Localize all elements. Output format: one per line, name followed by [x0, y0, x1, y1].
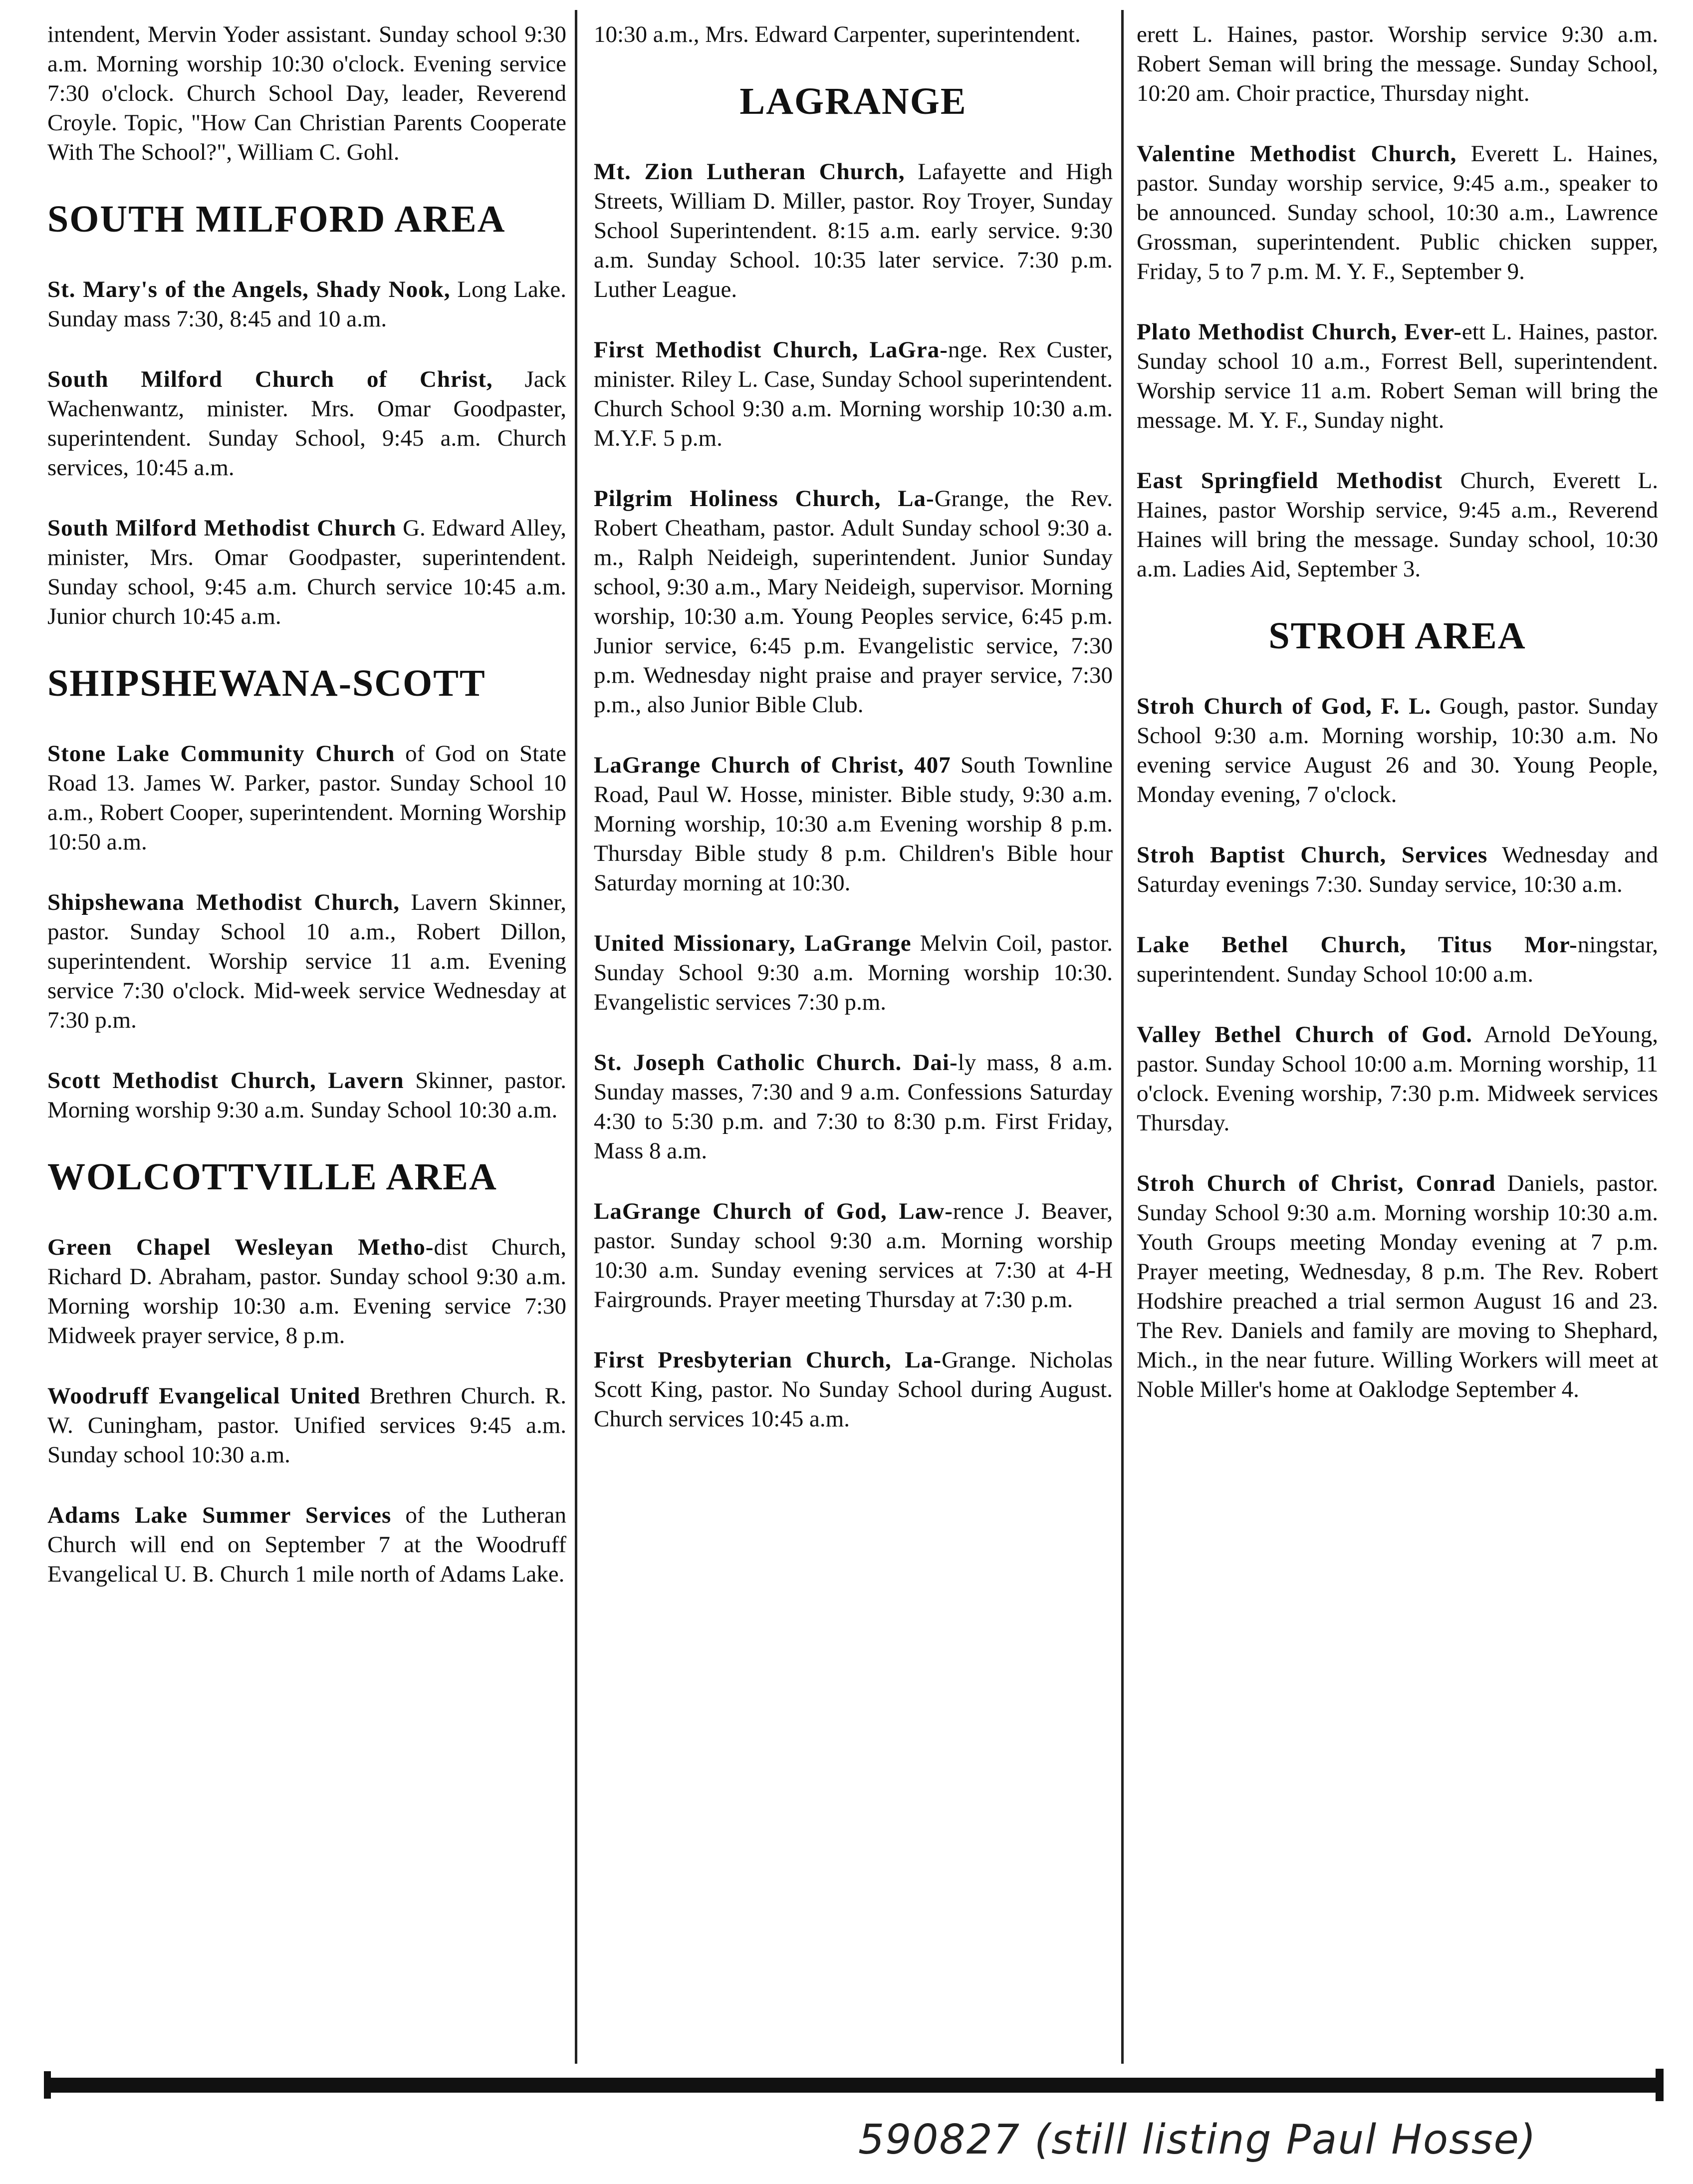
listing-lead: Plato Methodist Church, Ever- [1137, 319, 1462, 345]
listing-lead: Stroh Church of God, F. L. [1137, 693, 1432, 719]
listing-paragraph [594, 157, 1113, 304]
listing-lead: Pilgrim Holiness Church, La- [594, 486, 935, 512]
listing-lead: South Milford Church of Christ, [47, 366, 493, 392]
listing-text: Lavern Skinner, pastor. Sunday School 10 a.m., Robert Dillon, superintendent. Worship service 11 a.m. Evening service 7:30 o'clock. Mid-week service Wednesday at 7:30 p.m. [47, 889, 566, 1033]
listing-text: ningstar, superintendent. Sunday School 10:00 a.m. [1137, 932, 1658, 987]
listing-lead: LaGrange Church of Christ, 407 [594, 752, 951, 778]
listing-text: Long Lake. Sunday mass 7:30, 8:45 and 10 a.m. [47, 276, 566, 332]
listing-lead: Stone Lake Community Church [47, 741, 395, 767]
handwritten-note: 590827 (still listing Paul Hosse) [858, 2116, 1537, 2164]
listing-text: dist Church, Richard D. Abraham, pastor. Sunday school 9:30 a.m. Morning worship 10:30 a.m. Evening service 7:30 Midweek prayer service, 8 p.m. [47, 1234, 566, 1349]
listing-lead: United Missionary, LaGrange [594, 930, 912, 956]
listing-paragraph [1137, 1169, 1658, 1404]
listing-paragraph [594, 335, 1113, 453]
listing-lead: Stroh Baptist Church, Services [1137, 842, 1488, 868]
section-heading: LAGRANGE [739, 80, 967, 122]
listing-paragraph [594, 751, 1113, 898]
listing-text: ly mass, 8 a.m. Sunday masses, 7:30 and 9 a.m. Confessions Saturday 4:30 to 5:30 p.m. and 7:30 to 8:30 p.m. First Friday, Mass 8 a.m. [594, 1050, 1113, 1164]
listing-lead: Scott Methodist Church, Lavern [47, 1068, 404, 1093]
listing-text: Daniels, pastor. Sunday School 9:30 a.m. Morning worship 10:30 a.m. Youth Groups meeting Monday evening at 7 p.m. Prayer meeting, Wednesday, 8 p.m. The Rev. Robert Hodshire preached a trial sermon August 16 and 23. The Rev. Daniels and family are moving to Shephard, Mich., in the near future. Willing Workers will meet at Noble Miller's home at Oaklodge September 4. [1137, 1170, 1658, 1402]
listing-paragraph [1137, 1020, 1658, 1138]
bottom-rule-cap [1656, 2069, 1664, 2101]
listing-paragraph [594, 1197, 1113, 1315]
listing-paragraph [1137, 930, 1658, 989]
listing-lead: St. Joseph Catholic Church. Dai- [594, 1050, 958, 1076]
listing-lead: East Springfield Methodist [1137, 468, 1443, 494]
listing-lead: Stroh Church of Christ, Conrad [1137, 1170, 1496, 1196]
listing-paragraph [47, 888, 566, 1035]
listing-lead: South Milford Methodist Church [47, 515, 397, 541]
listing-paragraph [594, 20, 1113, 49]
section-heading: WOLCOTTVILLE AREA [47, 1156, 497, 1198]
listing-text: Wednesday and Saturday evenings 7:30. Sunday service, 10:30 a.m. [1137, 842, 1659, 897]
listing-text: rence J. Beaver, pastor. Sunday school 9:30 a.m. Morning worship 10:30 a.m. Sunday evening services at 7:30 at 4-H Fairgrounds. Prayer meeting Thursday at 7:30 p.m. [594, 1198, 1113, 1313]
bottom-rule [47, 2078, 1662, 2093]
listing-paragraph [1137, 139, 1658, 286]
section-heading: STROH AREA [1268, 615, 1526, 657]
listing-paragraph [1137, 20, 1658, 108]
column-divider [575, 10, 577, 2064]
listing-text: Lafayette and High Streets, William D. Miller, pastor. Roy Troyer, Sunday School Superintendent. 8:15 a.m. early service. 9:30 a.m. Sunday School. 10:35 later service. 7:30 p.m. Luther League. [594, 159, 1113, 302]
listing-text: South Townline Road, Paul W. Hosse, minister. Bible study, 9:30 a.m. Morning worship, 10:30 a.m Evening worship 8 p.m. Thursday Bible study 8 p.m. Children's Bible hour Saturday morning at 10:30. [594, 752, 1113, 896]
listing-text: Everett L. Haines, pastor. Sunday worship service, 9:45 a.m., speaker to be announced. Sunday school, 10:30 a.m., Lawrence Grossman, superintendent. Public chicken supper, Friday, 5 to 7 p.m. M. Y. F., September 9. [1137, 141, 1659, 284]
listing-text: nge. Rex Custer, minister. Riley L. Case, Sunday School superintendent. Church School 9:30 a.m. Morning worship 10:30 a.m. M.Y.F. 5 p.m. [594, 337, 1113, 451]
listing-lead: St. Mary's of the Angels, Shady Nook, [47, 276, 451, 302]
listing-paragraph [47, 1501, 566, 1589]
listing-paragraph [1137, 466, 1658, 584]
listing-text: Grange. Nicholas Scott King, pastor. No Sunday School during August. Church services 10:45 a.m. [594, 1347, 1113, 1432]
listing-paragraph [47, 365, 566, 483]
listing-lead: Valley Bethel Church of God. [1137, 1022, 1473, 1048]
listing-text: Brethren Church. R. W. Cuningham, pastor. Unified services 9:45 a.m. Sunday school 10:30 a.m. [47, 1383, 566, 1468]
listing-paragraph [594, 1346, 1113, 1434]
listing-paragraph [594, 929, 1113, 1017]
column-2 [594, 20, 1113, 1465]
listing-text: Jack Wachenwantz, minister. Mrs. Omar Goodpaster, superintendent. Sunday School, 9:45 a.m. Church services, 10:45 a.m. [47, 366, 566, 481]
listing-text: G. Edward Alley, minister, Mrs. Omar Goodpaster, superintendent. Sunday school, 9:45 a.m. Church service 10:45 a.m. Junior church 10:45 a.m. [47, 515, 566, 629]
listing-text: 10:30 a.m., Mrs. Edward Carpenter, superintendent. [594, 21, 1081, 47]
listing-paragraph [594, 1048, 1113, 1166]
column-divider [1121, 10, 1124, 2064]
listing-text: Melvin Coil, pastor. Sunday School 9:30 a.m. Morning worship 10:30. Evangelistic services 7:30 p.m. [594, 930, 1113, 1015]
listing-text: Gough, pastor. Sunday School 9:30 a.m. Morning worship, 10:30 a.m. No evening service August 26 and 30. Young People, Monday evening, 7 o'clock. [1137, 693, 1658, 808]
listing-text: Grange, the Rev. Robert Cheatham, pastor. Adult Sunday school 9:30 a. m., Ralph Neideigh, superintendent. Junior Sunday school, 9:30 a.m., Mary Neideigh, supervisor. Morning worship, 10:30 a.m. Young Peoples service, 6:45 p.m. Junior service, 6:45 p.m. Evangelistic service, 7:30 p.m. Wednesday night praise and prayer service, 7:30 p.m., also Junior Bible Club. [594, 486, 1113, 718]
listing-text: of God on State Road 13. James W. Parker, pastor. Sunday School 10 a.m., Robert Cooper, superintendent. Morning Worship 10:50 a.m. [47, 741, 566, 855]
listing-paragraph [47, 1066, 566, 1125]
listing-lead: First Methodist Church, LaGra- [594, 337, 948, 363]
listing-lead: Green Chapel Wesleyan Metho- [47, 1234, 434, 1260]
section-heading: SHIPSHEWANA-SCOTT [47, 662, 486, 704]
column-1 [47, 20, 566, 1620]
listing-lead: Adams Lake Summer Services [47, 1502, 392, 1528]
listing-paragraph [47, 514, 566, 631]
listing-lead: Shipshewana Methodist Church, [47, 889, 400, 915]
listing-text: intendent, Mervin Yoder assistant. Sunday school 9:30 a.m. Morning worship 10:30 o'clock. Evening service 7:30 o'clock. Church School Day, leader, Reverend Croyle. Topic, "How Can Christian Parents Cooperate With The School?", William C. Gohl. [47, 21, 566, 165]
listing-text: ett L. Haines, pastor. Sunday school 10 a.m., Forrest Bell, superintendent. Worship service 11 a.m. Robert Seman will bring the message. M. Y. F., Sunday night. [1137, 319, 1658, 433]
listing-text: Church, Everett L. Haines, pastor Worship service, 9:45 a.m., Reverend Haines will bring the message. Sunday school, 10:30 a.m. Ladies Aid, September 3. [1137, 468, 1659, 582]
listing-paragraph [47, 1233, 566, 1351]
listing-lead: LaGrange Church of God, Law- [594, 1198, 953, 1224]
listing-paragraph [1137, 692, 1658, 810]
listing-lead: Mt. Zion Lutheran Church, [594, 159, 905, 185]
listing-lead: First Presbyterian Church, La- [594, 1347, 942, 1373]
listing-lead: Lake Bethel Church, Titus Mor- [1137, 932, 1578, 958]
listing-paragraph [47, 1381, 566, 1470]
listing-paragraph [47, 275, 566, 334]
listing-text: Arnold DeYoung, pastor. Sunday School 10:00 a.m. Morning worship, 11 o'clock. Evening worship, 7:30 p.m. Midweek services Thursday. [1137, 1022, 1658, 1136]
listing-text: Skinner, pastor. Morning worship 9:30 a.m. Sunday School 10:30 a.m. [47, 1068, 566, 1123]
listing-paragraph [47, 20, 566, 167]
listing-paragraph [1137, 317, 1658, 435]
listing-paragraph [594, 484, 1113, 720]
listing-text: of the Lutheran Church will end on September 7 at the Woodruff Evangelical U. B. Church 1 mile north of Adams Lake. [47, 1502, 566, 1587]
listing-text: erett L. Haines, pastor. Worship service 9:30 a.m. Robert Seman will bring the message. Sunday School, 10:20 am. Choir practice, Thursday night. [1137, 21, 1658, 106]
listing-paragraph [47, 739, 566, 857]
section-heading: SOUTH MILFORD AREA [47, 198, 506, 240]
listing-lead: Valentine Methodist Church, [1137, 141, 1457, 167]
listing-lead: Woodruff Evangelical United [47, 1383, 361, 1409]
column-3 [1137, 20, 1658, 1435]
listing-paragraph [1137, 840, 1658, 899]
